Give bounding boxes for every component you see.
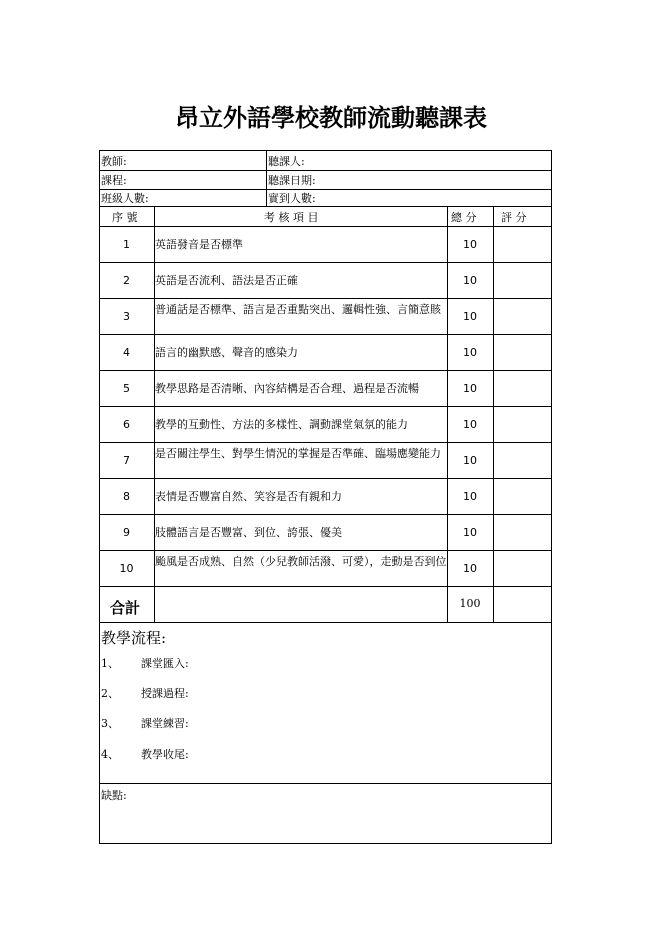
row-description: 表情是否豐富自然、笑容是否有親和力 xyxy=(155,490,342,503)
row-total: 10 xyxy=(463,382,477,395)
attendance-label: 實到人數: xyxy=(268,192,316,205)
flow-step-label: 授課過程: xyxy=(141,687,189,700)
row-number: 8 xyxy=(123,490,130,503)
listener-label: 聽課人: xyxy=(268,155,305,168)
row-description: 教學的互動性、方法的多樣性、調動課堂氣氛的能力 xyxy=(155,418,408,431)
row-number: 3 xyxy=(123,310,130,323)
sum-label: 合計 xyxy=(110,599,141,617)
row-description: 颱風是否成熟、自然（少兒教師活潑、可愛），走動是否到位 xyxy=(155,555,447,568)
class-size-label: 班級人數: xyxy=(101,192,149,205)
row-total: 10 xyxy=(463,346,477,359)
header-total: 總 分 xyxy=(451,211,477,224)
flow-step-number: 1、 xyxy=(101,657,119,670)
row-number: 1 xyxy=(123,238,130,251)
course-label: 課程: xyxy=(101,174,127,187)
row-number: 9 xyxy=(123,526,130,539)
row-total: 10 xyxy=(463,454,477,467)
flow-step-number: 3、 xyxy=(101,717,119,730)
row-total: 10 xyxy=(463,418,477,431)
flow-step-label: 教學收尾: xyxy=(141,748,189,761)
header-item: 考 核 項 目 xyxy=(264,211,319,224)
row-total: 10 xyxy=(463,238,477,251)
row-number: 5 xyxy=(123,382,130,395)
row-description: 教學思路是否清晰、內容結構是否合理、過程是否流暢 xyxy=(155,382,419,395)
row-description: 是否關注學生、對學生情況的掌握是否準確、臨場應變能力 xyxy=(155,447,441,460)
row-description: 肢體語言是否豐富、到位、誇張、優美 xyxy=(155,526,342,539)
row-total: 10 xyxy=(463,490,477,503)
form-title: 昂立外語學校教師流動聽課表 xyxy=(175,104,487,132)
header-score: 評 分 xyxy=(501,211,527,224)
defects-label: 缺點: xyxy=(101,789,127,802)
row-total: 10 xyxy=(463,562,477,575)
row-description: 普通話是否標準、語言是否重點突出、邏輯性強、言簡意賅 xyxy=(155,303,441,316)
row-number: 2 xyxy=(123,274,130,287)
row-total: 10 xyxy=(463,274,477,287)
flow-step-number: 2、 xyxy=(101,687,119,700)
row-description: 英語發音是否標準 xyxy=(155,238,243,251)
date-label: 聽課日期: xyxy=(268,174,316,187)
row-description: 語言的幽默感、聲音的感染力 xyxy=(155,346,298,359)
row-total: 10 xyxy=(463,310,477,323)
row-number: 6 xyxy=(123,418,130,431)
teacher-label: 教師: xyxy=(101,155,127,168)
row-number: 7 xyxy=(123,454,130,467)
row-number: 10 xyxy=(119,562,134,575)
flow-step-number: 4、 xyxy=(101,748,119,761)
row-number: 4 xyxy=(123,346,130,359)
teaching-flow-title: 教學流程: xyxy=(101,629,167,647)
flow-step-label: 課堂練習: xyxy=(141,717,189,730)
sum-total: 100 xyxy=(459,597,481,610)
row-total: 10 xyxy=(463,526,477,539)
header-seq: 序 號 xyxy=(112,211,138,224)
flow-step-label: 課堂匯入: xyxy=(141,657,189,670)
row-description: 英語是否流利、語法是否正確 xyxy=(155,274,298,287)
